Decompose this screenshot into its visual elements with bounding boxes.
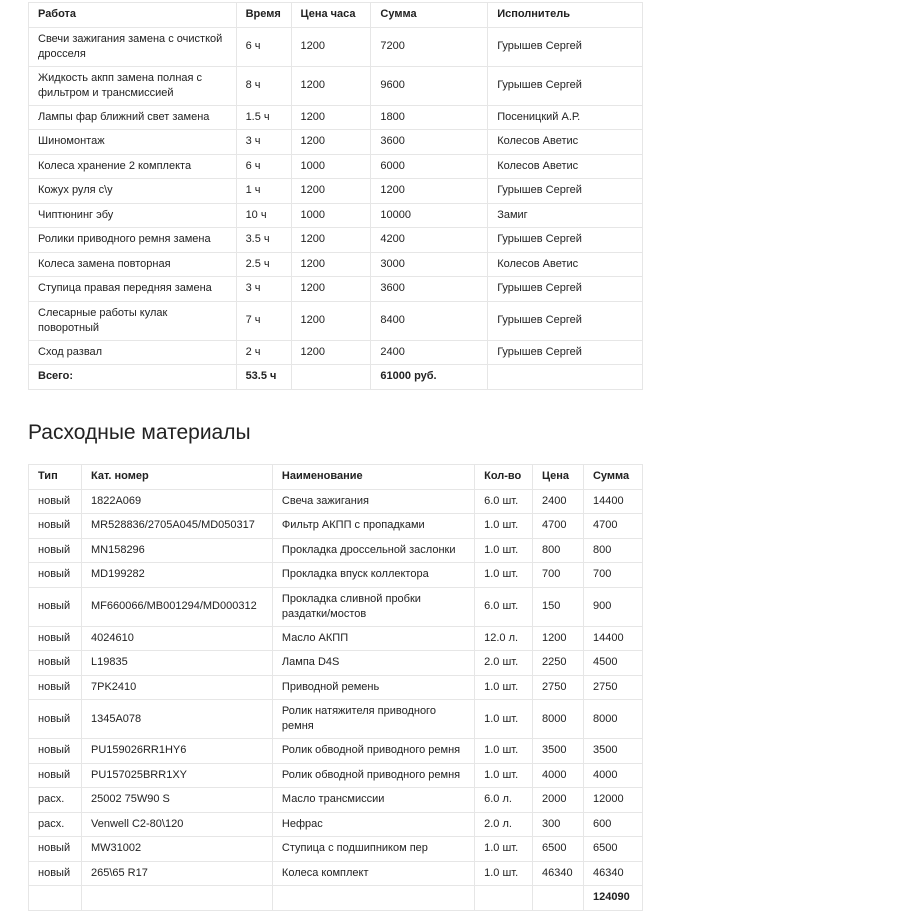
- works-row: [29, 154, 643, 179]
- material-price: 2400: [533, 489, 584, 514]
- material-qty: 6.0 шт.: [475, 587, 533, 626]
- works-row: [29, 252, 643, 277]
- material-qty: 1.0 шт.: [475, 861, 533, 886]
- materials-row: [29, 861, 643, 886]
- works-row: [29, 277, 643, 302]
- material-sum: 6500: [583, 837, 642, 862]
- work-time: 2.5 ч: [236, 252, 291, 277]
- work-time: 2 ч: [236, 340, 291, 365]
- materials-header-price: Цена: [533, 465, 584, 490]
- material-sum: 4700: [583, 514, 642, 539]
- work-name: Лампы фар ближний свет замена: [29, 105, 237, 130]
- works-total-label: Всего:: [29, 365, 237, 390]
- materials-total-empty: [533, 886, 584, 911]
- works-row: [29, 179, 643, 204]
- work-executor: Гурышев Сергей: [488, 277, 643, 302]
- material-qty: 1.0 шт.: [475, 563, 533, 588]
- works-table: [28, 2, 643, 390]
- material-catalog: 25002 75W90 S: [81, 788, 272, 813]
- material-type: новый: [29, 489, 82, 514]
- works-row: [29, 228, 643, 253]
- material-qty: 6.0 шт.: [475, 489, 533, 514]
- material-qty: 2.0 л.: [475, 812, 533, 837]
- materials-header-type: Тип: [29, 465, 82, 490]
- material-catalog: PU159026RR1HY6: [81, 739, 272, 764]
- work-name: Жидкость акпп замена полная с фильтром и трансмиссией: [29, 66, 237, 105]
- material-qty: 1.0 шт.: [475, 514, 533, 539]
- materials-row: [29, 514, 643, 539]
- material-catalog: 265\65 R17: [81, 861, 272, 886]
- material-catalog: MR528836/2705A045/MD050317: [81, 514, 272, 539]
- work-time: 6 ч: [236, 27, 291, 66]
- material-price: 150: [533, 587, 584, 626]
- work-rate: 1200: [291, 179, 371, 204]
- material-qty: 2.0 шт.: [475, 651, 533, 676]
- works-total-time: 53.5 ч: [236, 365, 291, 390]
- material-name: Ролик обводной приводного ремня: [272, 739, 474, 764]
- materials-total-sum: 124090: [583, 886, 642, 911]
- works-header-rate: Цена часа: [291, 3, 371, 28]
- works-row: [29, 130, 643, 155]
- material-sum: 14400: [583, 489, 642, 514]
- material-sum: 700: [583, 563, 642, 588]
- material-price: 2000: [533, 788, 584, 813]
- materials-row: [29, 788, 643, 813]
- work-time: 3 ч: [236, 130, 291, 155]
- works-header-sum: Сумма: [371, 3, 488, 28]
- material-sum: 600: [583, 812, 642, 837]
- work-sum: 7200: [371, 27, 488, 66]
- work-rate: 1200: [291, 252, 371, 277]
- work-sum: 1200: [371, 179, 488, 204]
- material-price: 800: [533, 538, 584, 563]
- work-name: Шиномонтаж: [29, 130, 237, 155]
- material-type: новый: [29, 861, 82, 886]
- work-name: Слесарные работы кулак поворотный: [29, 301, 237, 340]
- material-sum: 12000: [583, 788, 642, 813]
- work-name: Колеса хранение 2 комплекта: [29, 154, 237, 179]
- material-name: Нефрас: [272, 812, 474, 837]
- work-rate: 1200: [291, 66, 371, 105]
- work-sum: 2400: [371, 340, 488, 365]
- material-price: 46340: [533, 861, 584, 886]
- work-name: Сход развал: [29, 340, 237, 365]
- material-qty: 1.0 шт.: [475, 675, 533, 700]
- material-price: 6500: [533, 837, 584, 862]
- material-name: Приводной ремень: [272, 675, 474, 700]
- material-type: новый: [29, 675, 82, 700]
- works-row: [29, 27, 643, 66]
- material-price: 4700: [533, 514, 584, 539]
- materials-total-row: [29, 886, 643, 911]
- work-rate: 1200: [291, 228, 371, 253]
- work-executor: Колесов Аветис: [488, 130, 643, 155]
- materials-row: [29, 563, 643, 588]
- works-total-row: [29, 365, 643, 390]
- work-rate: 1200: [291, 105, 371, 130]
- material-sum: 8000: [583, 700, 642, 739]
- materials-row: [29, 651, 643, 676]
- materials-header-catalog: Кат. номер: [81, 465, 272, 490]
- material-name: Ступица с подшипником пер: [272, 837, 474, 862]
- material-catalog: 1345A078: [81, 700, 272, 739]
- material-sum: 3500: [583, 739, 642, 764]
- material-sum: 4500: [583, 651, 642, 676]
- material-qty: 12.0 л.: [475, 626, 533, 651]
- work-name: Кожух руля с\у: [29, 179, 237, 204]
- material-catalog: 1822A069: [81, 489, 272, 514]
- work-rate: 1200: [291, 340, 371, 365]
- work-executor: Гурышев Сергей: [488, 27, 643, 66]
- works-row: [29, 66, 643, 105]
- material-sum: 800: [583, 538, 642, 563]
- materials-total-empty: [29, 886, 82, 911]
- material-name: Фильтр АКПП с пропадками: [272, 514, 474, 539]
- material-sum: 46340: [583, 861, 642, 886]
- work-sum: 3600: [371, 130, 488, 155]
- work-rate: 1200: [291, 27, 371, 66]
- work-executor: Гурышев Сергей: [488, 301, 643, 340]
- materials-total-empty: [81, 886, 272, 911]
- material-qty: 6.0 л.: [475, 788, 533, 813]
- materials-section-title: Расходные материалы: [28, 421, 251, 444]
- work-sum: 6000: [371, 154, 488, 179]
- work-sum: 3000: [371, 252, 488, 277]
- material-catalog: L19835: [81, 651, 272, 676]
- material-catalog: Venwell C2-80\120: [81, 812, 272, 837]
- material-catalog: MW31002: [81, 837, 272, 862]
- material-catalog: 4024610: [81, 626, 272, 651]
- work-executor: Гурышев Сергей: [488, 228, 643, 253]
- work-sum: 10000: [371, 203, 488, 228]
- material-type: новый: [29, 700, 82, 739]
- work-time: 8 ч: [236, 66, 291, 105]
- material-type: новый: [29, 587, 82, 626]
- materials-row: [29, 626, 643, 651]
- work-executor: Посеницкий А.Р.: [488, 105, 643, 130]
- material-catalog: MF660066/MB001294/MD000312: [81, 587, 272, 626]
- material-price: 1200: [533, 626, 584, 651]
- work-sum: 9600: [371, 66, 488, 105]
- work-rate: 1200: [291, 277, 371, 302]
- materials-header-qty: Кол-во: [475, 465, 533, 490]
- material-sum: 2750: [583, 675, 642, 700]
- materials-row: [29, 538, 643, 563]
- material-name: Прокладка сливной пробки раздатки/мостов: [272, 587, 474, 626]
- work-name: Ступица правая передняя замена: [29, 277, 237, 302]
- material-type: расх.: [29, 788, 82, 813]
- work-sum: 8400: [371, 301, 488, 340]
- works-header-row: [29, 3, 643, 28]
- materials-row: [29, 675, 643, 700]
- material-name: Колеса комплект: [272, 861, 474, 886]
- material-name: Ролик обводной приводного ремня: [272, 763, 474, 788]
- works-row: [29, 340, 643, 365]
- work-time: 6 ч: [236, 154, 291, 179]
- works-header-work: Работа: [29, 3, 237, 28]
- materials-row: [29, 700, 643, 739]
- material-qty: 1.0 шт.: [475, 700, 533, 739]
- works-total-sum: 61000 руб.: [371, 365, 488, 390]
- material-name: Прокладка впуск коллектора: [272, 563, 474, 588]
- work-time: 3 ч: [236, 277, 291, 302]
- material-name: Лампа D4S: [272, 651, 474, 676]
- material-name: Прокладка дроссельной заслонки: [272, 538, 474, 563]
- material-name: Ролик натяжителя приводного ремня: [272, 700, 474, 739]
- material-price: 2250: [533, 651, 584, 676]
- material-sum: 4000: [583, 763, 642, 788]
- materials-header-sum: Сумма: [583, 465, 642, 490]
- material-catalog: PU157025BRR1XY: [81, 763, 272, 788]
- material-price: 700: [533, 563, 584, 588]
- material-qty: 1.0 шт.: [475, 538, 533, 563]
- work-sum: 1800: [371, 105, 488, 130]
- work-time: 7 ч: [236, 301, 291, 340]
- material-type: расх.: [29, 812, 82, 837]
- work-executor: Гурышев Сергей: [488, 179, 643, 204]
- material-catalog: MD199282: [81, 563, 272, 588]
- work-executor: Гурышев Сергей: [488, 66, 643, 105]
- material-price: 4000: [533, 763, 584, 788]
- material-catalog: MN158296: [81, 538, 272, 563]
- work-name: Ролики приводного ремня замена: [29, 228, 237, 253]
- work-time: 3.5 ч: [236, 228, 291, 253]
- work-executor: Колесов Аветис: [488, 154, 643, 179]
- works-header-time: Время: [236, 3, 291, 28]
- material-type: новый: [29, 763, 82, 788]
- work-time: 1.5 ч: [236, 105, 291, 130]
- material-type: новый: [29, 626, 82, 651]
- work-rate: 1000: [291, 154, 371, 179]
- material-price: 300: [533, 812, 584, 837]
- material-type: новый: [29, 538, 82, 563]
- materials-total-empty: [475, 886, 533, 911]
- material-price: 8000: [533, 700, 584, 739]
- material-price: 2750: [533, 675, 584, 700]
- material-qty: 1.0 шт.: [475, 837, 533, 862]
- works-total-rate-empty: [291, 365, 371, 390]
- material-name: Масло АКПП: [272, 626, 474, 651]
- materials-table: [28, 464, 643, 911]
- materials-total-empty: [272, 886, 474, 911]
- works-row: [29, 301, 643, 340]
- material-type: новый: [29, 739, 82, 764]
- work-executor: Гурышев Сергей: [488, 340, 643, 365]
- works-row: [29, 203, 643, 228]
- material-qty: 1.0 шт.: [475, 739, 533, 764]
- work-sum: 3600: [371, 277, 488, 302]
- work-time: 10 ч: [236, 203, 291, 228]
- work-rate: 1200: [291, 301, 371, 340]
- works-row: [29, 105, 643, 130]
- material-name: Свеча зажигания: [272, 489, 474, 514]
- material-sum: 900: [583, 587, 642, 626]
- materials-row: [29, 587, 643, 626]
- material-type: новый: [29, 514, 82, 539]
- work-executor: Колесов Аветис: [488, 252, 643, 277]
- materials-row: [29, 739, 643, 764]
- materials-header-name: Наименование: [272, 465, 474, 490]
- materials-row: [29, 812, 643, 837]
- material-name: Масло трансмиссии: [272, 788, 474, 813]
- work-sum: 4200: [371, 228, 488, 253]
- material-qty: 1.0 шт.: [475, 763, 533, 788]
- work-rate: 1000: [291, 203, 371, 228]
- work-executor: Замиг: [488, 203, 643, 228]
- materials-row: [29, 763, 643, 788]
- work-rate: 1200: [291, 130, 371, 155]
- material-type: новый: [29, 651, 82, 676]
- material-type: новый: [29, 837, 82, 862]
- works-total-executor-empty: [488, 365, 643, 390]
- material-sum: 14400: [583, 626, 642, 651]
- material-type: новый: [29, 563, 82, 588]
- work-name: Чиптюнинг эбу: [29, 203, 237, 228]
- materials-row: [29, 489, 643, 514]
- materials-header-row: [29, 465, 643, 490]
- work-time: 1 ч: [236, 179, 291, 204]
- materials-row: [29, 837, 643, 862]
- works-header-executor: Исполнитель: [488, 3, 643, 28]
- material-catalog: 7PK2410: [81, 675, 272, 700]
- work-name: Колеса замена повторная: [29, 252, 237, 277]
- material-price: 3500: [533, 739, 584, 764]
- work-name: Свечи зажигания замена с очисткой дросселя: [29, 27, 237, 66]
